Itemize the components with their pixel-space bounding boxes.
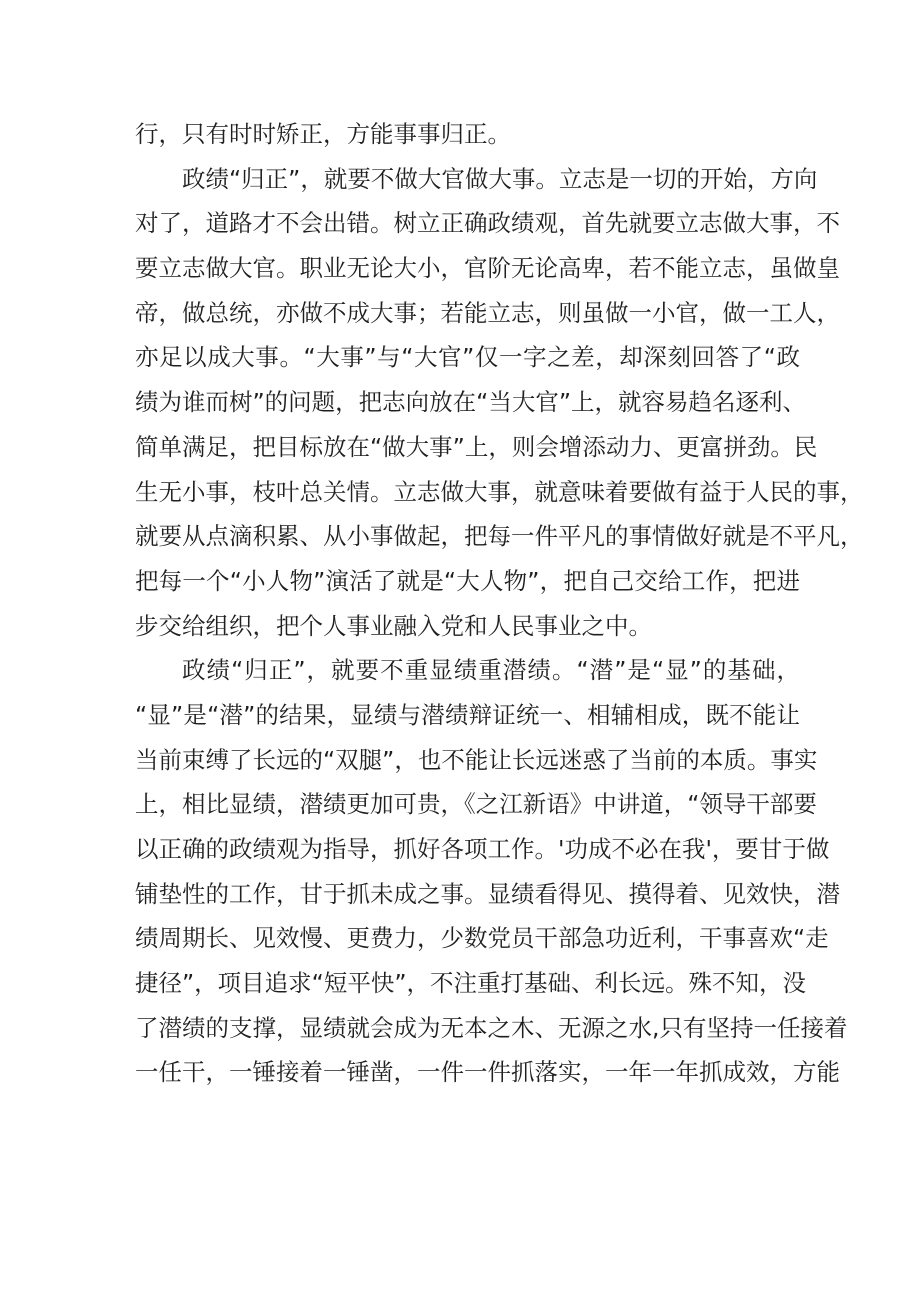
paragraph-3-line-10: 一任干，一锤接着一锤凿，一件一件抓落实，一年一年抓成效，方能 — [135, 1058, 840, 1087]
paragraph-2-line-2: 对了，道路才不会出错。树立正确政绩观，首先就要立志做大事，不 — [135, 209, 840, 238]
paragraph-2-line-5: 亦足以成大事。“大事”与“大官”仅一字之差，却深刻回答了“政 — [135, 343, 800, 372]
body-text — [135, 112, 864, 1095]
paragraph-2-line-7: 简单满足，把目标放在“做大事”上，则会增添动力、更富拼劲。民 — [135, 432, 818, 461]
paragraph-2-line-6: 绩为谁而树”的问题，把志向放在“当大官”上，就容易趋名逐利、 — [135, 388, 807, 417]
paragraph-2-line-9: 就要从点滴积累、从小事做起，把每一件平凡的事情做好就是不平凡， — [135, 522, 864, 551]
paragraph-1-line-1: 行，只有时时矫正，方能事事归正。 — [135, 120, 511, 148]
paragraph-3-line-9: 了潜绩的支撑，显绩就会成为无本之木、无源之水,只有坚持一任接着 — [135, 1013, 848, 1042]
paragraph-3-line-3: 当前束缚了长远的“双腿”，也不能让长远迷惑了当前的本质。事实 — [135, 745, 818, 774]
paragraph-3-line-4: 上，相比显绩，潜绩更加可贵，《之江新语》中讲道，“领导干部要 — [135, 790, 817, 819]
paragraph-2-line-1: 政绩“归正”，就要不做大官做大事。立志是一切的开始，方向 — [182, 164, 818, 193]
paragraph-3-line-1: 政绩“归正”，就要不重显绩重潜绩。“潜”是“显”的基础， — [182, 656, 800, 685]
paragraph-3-line-5: 以正确的政绩观为指导，抓好各项工作。'功成不必在我'，要甘于做 — [135, 835, 830, 863]
paragraph-2-line-3: 要立志做大官。职业无论大小，官阶无论高卑，若不能立志，虽做皇 — [135, 254, 840, 283]
paragraph-3-line-7: 绩周期长、见效慢、更费力，少数党员干部急功近利，干事喜欢“走 — [135, 924, 829, 953]
paragraph-2-line-4: 帝，做总统，亦做不成大事；若能立志，则虽做一小官，做一工人， — [135, 298, 840, 327]
paragraph-3-line-6: 铺垫性的工作，甘于抓未成之事。显绩看得见、摸得着、见效快，潜 — [135, 879, 840, 908]
paragraph-2-line-8: 生无小事，枝叶总关情。立志做大事，就意味着要做有益于人民的事， — [135, 477, 864, 506]
paragraph-2-line-10: 把每一个“小人物”演活了就是“大人物”，把自己交给工作，把进 — [135, 566, 800, 595]
paragraph-3-line-2: “显”是“潜”的结果，显绩与潜绩辩证统一、相辅相成，既不能让 — [135, 700, 800, 729]
paragraph-2-line-11: 步交给组织，把个人事业融入党和人民事业之中。 — [135, 611, 652, 640]
paragraph-3-line-8: 捷径”，项目追求“短平快”，不注重打基础、利长远。殊不知，没 — [135, 969, 807, 998]
